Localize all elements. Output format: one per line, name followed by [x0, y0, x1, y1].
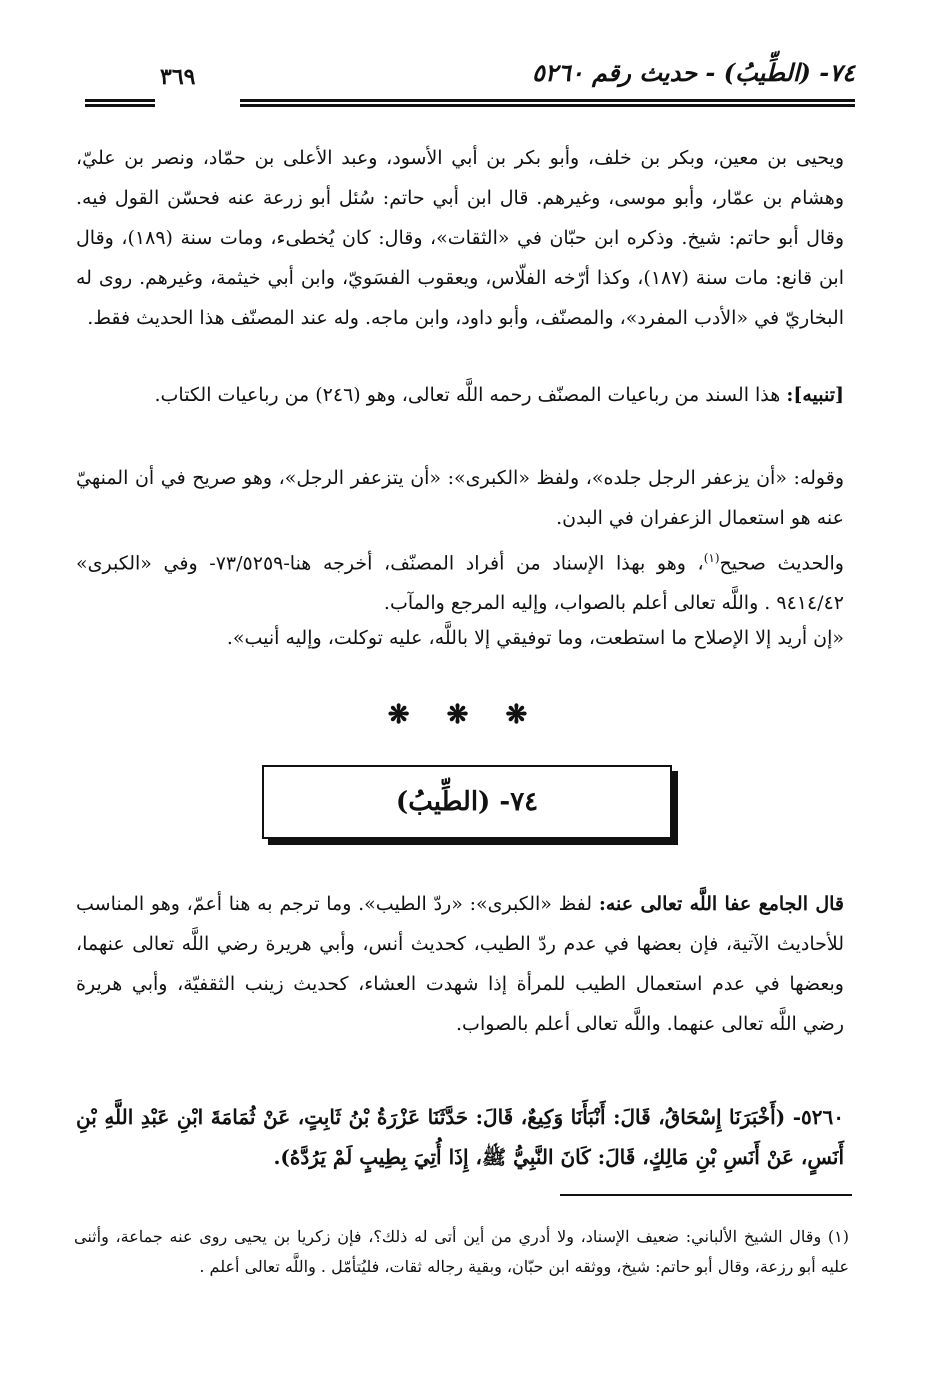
tanbih-paragraph — [76, 375, 844, 415]
chapter-title: ٧٤- (الطِّيبُ) — [395, 787, 539, 817]
hadith-status-paragraph — [76, 538, 844, 623]
hadith-status-text-a: والحديث صحيح — [719, 552, 844, 575]
header-rule-long — [240, 99, 855, 107]
tanbih-label: [تنبيه]: — [786, 384, 844, 406]
footnote-reference[interactable]: (١) — [703, 551, 720, 565]
tanbih-text: هذا السند من رباعيات المصنّف رحمه اللَّه تعالى، وهو (٢٤٦) من رباعيات الكتاب. — [154, 384, 781, 406]
section-separator: ❋ ❋ ❋ — [387, 700, 542, 730]
commentary-paragraph — [76, 884, 844, 1044]
header-rule-short — [85, 99, 155, 107]
footnote-rule — [560, 1194, 852, 1196]
hadith-status-text-b: ، وهو بهذا الإسناد من أفراد المصنّف، أخرجه هنا-٧٣/٥٢٥٩- وفي «الكبرى» ٩٤١٤/٤٢ . واللَّه تعالى أعلم بالصواب، وإليه المرجع والمآب. — [76, 552, 844, 615]
narrators-paragraph: ويحيى بن معين، وبكر بن خلف، وأبو بكر بن أبي الأسود، وعبد الأعلى بن حمّاد، ونصر بن عليّ، وهشام بن عمّار، وأبو موسى، وغيرهم. قال ابن أبي حاتم: سُئل أبو زرعة عنه فحسّن القول فيه. وقال أبو حاتم: شيخ. وذكره ابن حبّان في «الثقات»، وقال: كان يُخطىء، ومات سنة (١٨٩)، وقال ابن قانع: مات سنة (١٨٧)، وكذا أرّخه الفلّاس، ويعقوب الفسَويّ، وابن أبي خيثمة، وغيرهم. روى له البخاريّ في «الأدب المفرد»، والمصنّف، وأبو داود، وابن ماجه. وله عند المصنّف هذا الحديث فقط. — [76, 147, 844, 329]
footnote: (١) وقال الشيخ الألباني: ضعيف الإسناد، ولا أدري من أين أتى له ذلك؟، فإن زكريا بن يحيى روى عنه جماعة، وأثنى عليه أبو رزعة، وقال أبو حاتم: شيخ، ووثقه ابن حبّان، وبقية رجاله ثقات، فليُتأمّل . واللَّه تعالى أعلم . — [74, 1227, 849, 1276]
running-head — [85, 58, 855, 98]
commentary-text: لفظ «الكبرى»: «ردّ الطيب». وما ترجم به هنا أعمّ، وهو المناسب للأحاديث الآتية، فإن بعضها في عدم ردّ الطيب، كحديث أنس، وأبي هريرة رضي اللَّه تعالى عنهما، وبعضها في عدم استعمال الطيب للمرأة إذا شهدت العشاء، كحديث زينب الثقفيّة، وأبي هريرة رضي اللَّه تعالى عنهما. واللَّه تعالى أعلم بالصواب. — [76, 893, 844, 1035]
qawluh-paragraph: وقوله: «أن يزعفر الرجل جلده»، ولفظ «الكبرى»: «أن يتزعفر الرجل»، وهو صريح في أن المنهيّ عنه هو استعمال الزعفران في البدن. — [76, 467, 844, 529]
chapter-title-box — [262, 765, 672, 839]
running-head-title: ٧٤- (الطِّيبُ) - حديث رقم ٥٢٦٠ — [532, 58, 855, 87]
commentary-lead: قال الجامع عفا اللَّه تعالى عنه: — [598, 893, 844, 915]
quran-quote-paragraph: «إن أريد إلا الإصلاح ما استطعت، وما توفيقي إلا باللَّه، عليه توكلت، وإليه أنيب». — [226, 627, 844, 649]
hadith-text: ٥٢٦٠- (أَخْبَرَنَا إِسْحَاقُ، قَالَ: أَنْبَأَنَا وَكِيعٌ، قَالَ: حَدَّثَنَا عَزْرَةُ بْنُ ثَابِتٍ، عَنْ ثُمَامَةَ ابْنِ عَبْدِ اللَّهِ بْنِ أَنَسٍ، عَنْ أَنَسِ بْنِ مَالِكٍ، قَالَ: كَانَ النَّبِيُّ ﷺ، إِذَا أُتِيَ بِطِيبٍ لَمْ يَرُدَّهُ). — [76, 1105, 844, 1169]
page-number: ٣٦٩ — [160, 64, 196, 90]
